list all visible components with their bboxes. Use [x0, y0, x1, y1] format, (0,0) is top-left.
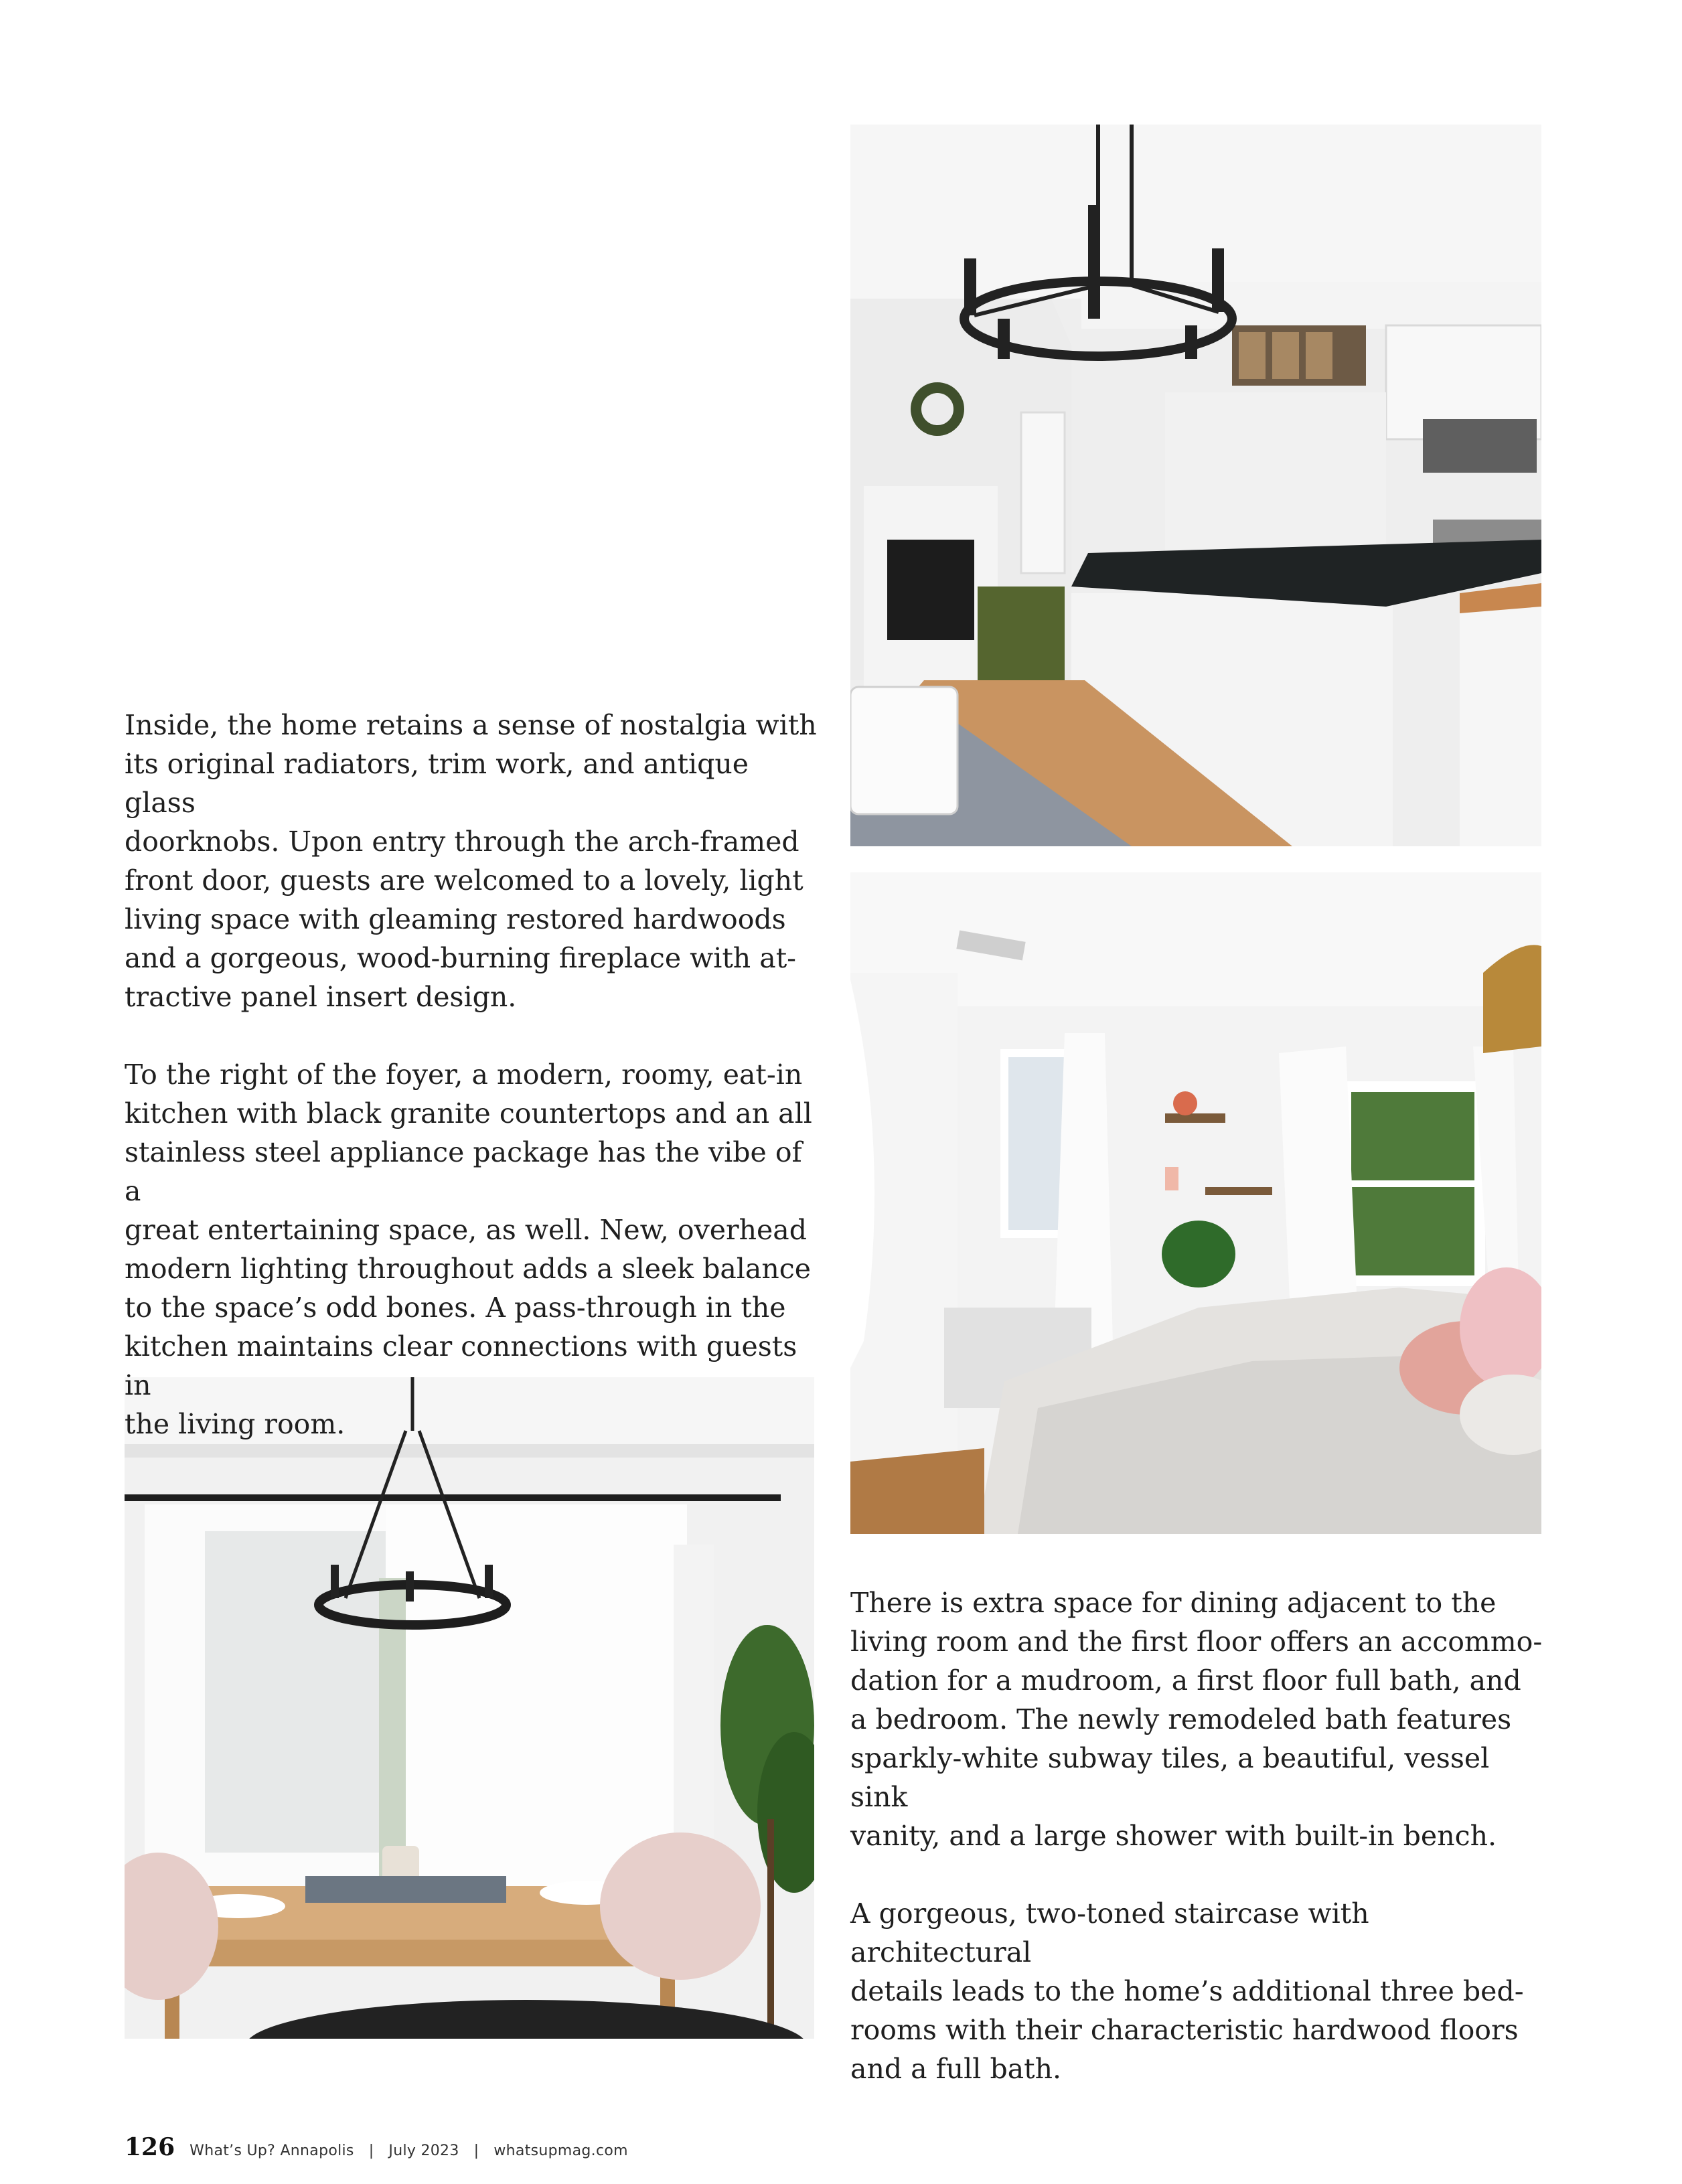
- left-text-column: [125, 706, 821, 1444]
- footer-separator: |: [473, 2142, 479, 2159]
- footer-separator: |: [368, 2142, 374, 2159]
- paragraph-2: To the right of the foyer, a modern, roomy, eat-in kitchen with black granite countertops and an all stainless steel appliance package has the vibe of a great entertaining space, as well. New, overhead modern lighting throughout adds a sleek balance to the space’s odd bones. A pass-through in the kitchen maintains clear connections with guests in the living room.: [125, 1059, 812, 1440]
- right-text-column: [850, 1583, 1547, 2088]
- page-footer: [125, 2133, 628, 2173]
- paragraph-4: A gorgeous, two-toned staircase with architectural details leads to the home’s additional three bed- rooms with their characteristic hardwood floors and a full bath.: [850, 1897, 1524, 2085]
- bedroom-photo: [850, 872, 1541, 1534]
- kitchen-photo: [850, 125, 1541, 846]
- paragraph-1: Inside, the home retains a sense of nostalgia with its original radiators, trim work, and antique glass doorknobs. Upon entry through the arch-framed front door, guests are welcomed to a lovely, light living space with gleaming restored hardwoods and a gorgeous, wood-burning fireplace with at- tractive panel insert design.: [125, 709, 817, 1013]
- publication-name: What’s Up? Annapolis: [189, 2142, 354, 2159]
- issue-date: July 2023: [388, 2142, 459, 2159]
- dining-photo: [125, 1377, 814, 2039]
- website-link[interactable]: whatsupmag.com: [493, 2142, 628, 2159]
- page-number: 126: [125, 2133, 175, 2161]
- paragraph-3: There is extra space for dining adjacent to the living room and the first floor offers an accommo- dation for a mudroom, a first floor full bath, and a bedroom. The newly remodeled bath features sparkly-white subway tiles, a beautiful, vessel sink vanity, and a large shower with built-in bench.: [850, 1587, 1543, 1852]
